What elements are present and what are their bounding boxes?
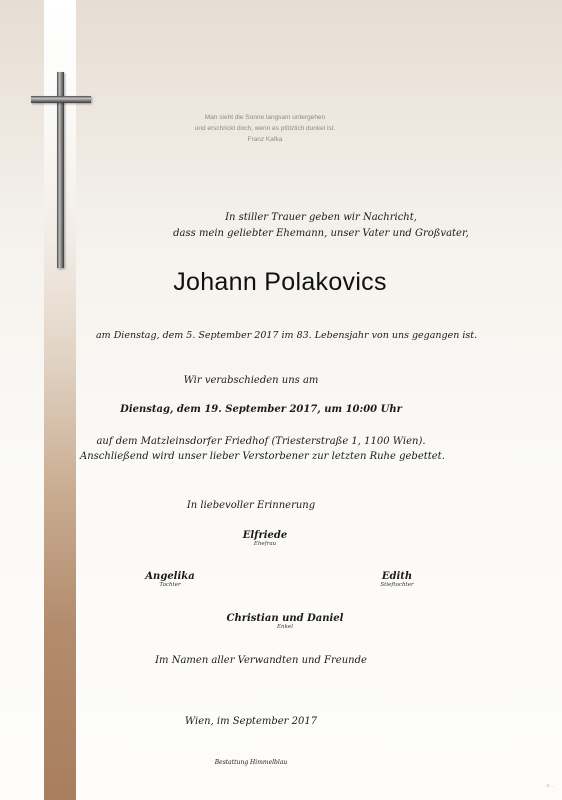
mourner-role: Tochter bbox=[159, 582, 181, 588]
farewell-place-1: auf dem Matzleinsdorfer Friedhof (Triesterstraße 1, 1100 Wien). bbox=[96, 436, 426, 447]
mourner-role: Enkel bbox=[277, 624, 293, 630]
quote-author: Franz Kafka bbox=[247, 136, 283, 143]
intro-line-2: dass mein geliebter Ehemann, unser Vater und Großvater, bbox=[173, 228, 469, 239]
mourner-grandchildren bbox=[200, 613, 370, 630]
mourner-angelika bbox=[125, 571, 215, 588]
undertaker: Bestattung Himmelblau bbox=[214, 759, 288, 766]
farewell-place-2: Anschließend wird unser lieber Verstorbener zur letzten Ruhe gebettet. bbox=[80, 451, 445, 462]
mourner-elfriede bbox=[220, 530, 310, 547]
death-notice: am Dienstag, dem 5. September 2017 im 83. Lebensjahr von uns gegangen ist. bbox=[96, 330, 478, 341]
quote-block bbox=[190, 112, 340, 145]
mourner-edith bbox=[352, 571, 442, 588]
relatives-line: Im Namen aller Verwandten und Freunde bbox=[155, 655, 367, 666]
copyright-mark: © ... bbox=[546, 783, 554, 788]
farewell-intro: Wir verabschieden uns am bbox=[183, 375, 319, 386]
mourner-role: Ehefrau bbox=[253, 541, 277, 547]
memory-heading: In liebevoller Erinnerung bbox=[186, 500, 316, 511]
mourner-name: Christian und Daniel bbox=[226, 613, 344, 624]
deceased-name: Johann Polakovics bbox=[173, 268, 387, 296]
farewell-date: Dienstag, dem 19. September 2017, um 10:00 Uhr bbox=[120, 404, 402, 415]
mourner-name: Angelika bbox=[145, 571, 195, 582]
intro-line-1: In stiller Trauer geben wir Nachricht, bbox=[225, 212, 417, 223]
mourner-name: Edith bbox=[381, 571, 413, 582]
place-date: Wien, im September 2017 bbox=[184, 716, 318, 727]
mourner-role: Stieftochter bbox=[380, 582, 414, 588]
mourner-name: Elfriede bbox=[242, 530, 288, 541]
quote-line-1: Man sieht die Sonne langsam untergehen bbox=[204, 114, 326, 121]
quote-line-2: und erschrickt doch, wenn es plötzlich dunkel ist. bbox=[194, 125, 336, 132]
